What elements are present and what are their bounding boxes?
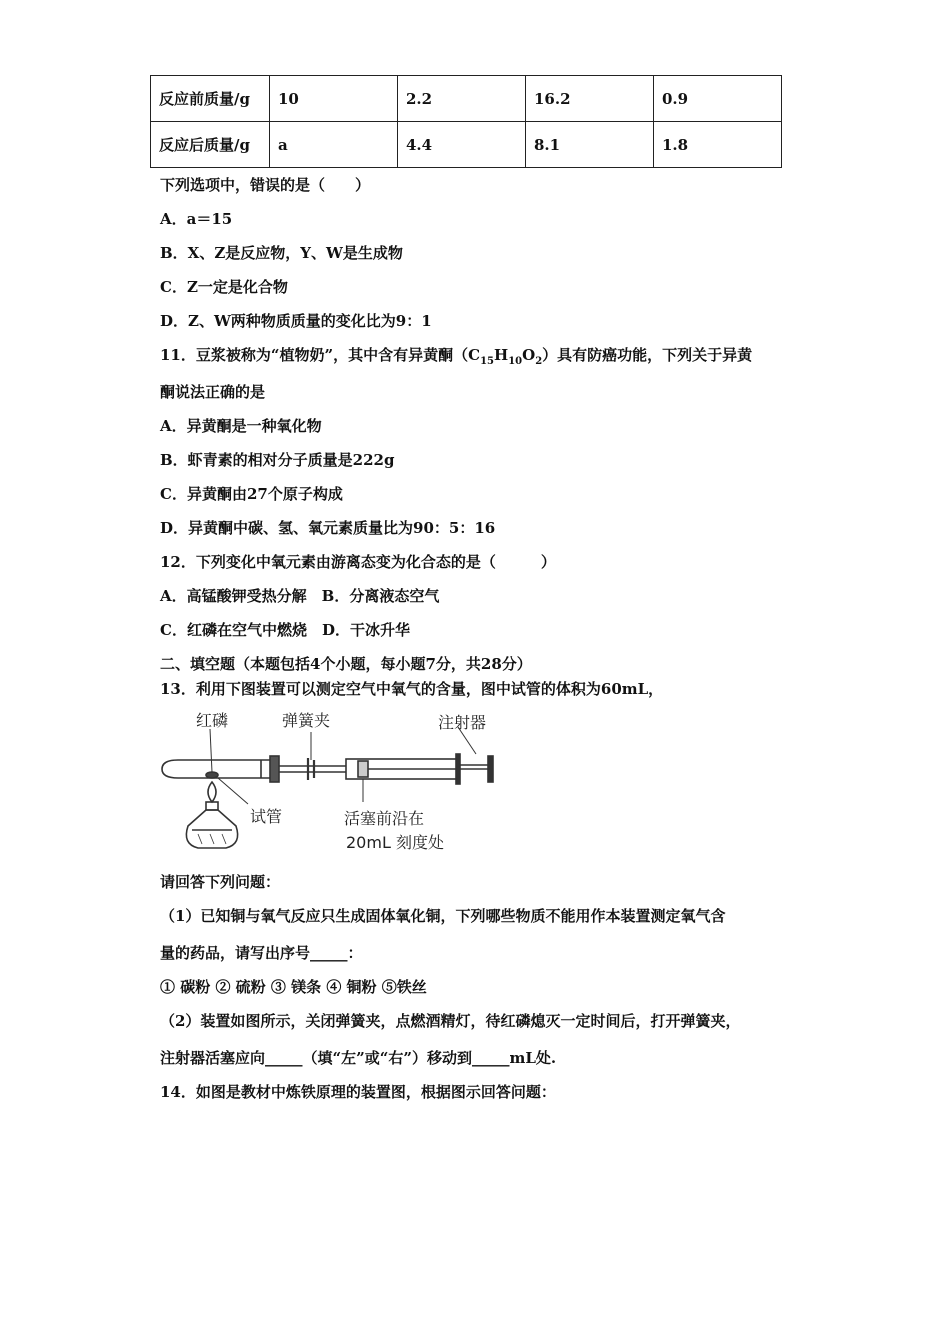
label-test-tube: 试管 — [250, 807, 283, 826]
q11-stem-part1: 11．豆浆被称为“植物奶”，其中含有异黄酮（C — [160, 346, 481, 364]
q11-option-b: B．虾青素的相对分子质量是222g — [160, 451, 395, 469]
section-title: 二、填空题（本题包括4个小题，每小题7分，共28分） — [160, 655, 532, 673]
q13-choices: ① 碳粉 ② 硫粉 ③ 镁条 ④ 铜粉 ⑤铁丝 — [160, 978, 427, 996]
table-cell: 1.8 — [654, 122, 782, 168]
label-red-phosphorus: 红磷 — [196, 711, 229, 730]
label-spring-clamp: 弹簧夹 — [282, 711, 331, 730]
table-row — [151, 122, 782, 168]
label-piston-line2: 20mL 刻度处 — [346, 833, 444, 852]
label-piston-line1: 活塞前沿在 — [344, 809, 425, 828]
q13-part2-line1: （2）装置如图所示，关闭弹簧夹，点燃酒精灯，待红磷熄灭一定时间后，打开弹簧夹， — [160, 1012, 741, 1030]
table-cell: 10 — [270, 76, 398, 122]
mass-data-table — [150, 75, 782, 168]
q13-part1-line2: 量的药品，请写出序号_____： — [160, 944, 363, 962]
label-syringe: 注射器 — [438, 713, 487, 732]
apparatus-figure — [158, 706, 498, 858]
q11-option-d: D．异黄酮中碳、氢、氧元素质量比为90：5：16 — [160, 519, 496, 537]
q13-stem: 13．利用下图装置可以测定空气中氧气的含量，图中试管的体积为60mL， — [160, 680, 664, 698]
red-phosphorus-icon — [206, 729, 218, 778]
q10-option-a: A．a＝15 — [160, 210, 233, 228]
table-cell: 16.2 — [526, 76, 654, 122]
q11-o: O — [522, 346, 536, 364]
q13-prompt: 请回答下列问题： — [160, 873, 281, 891]
q10-option-b: B．X、Z是反应物，Y、W是生成物 — [160, 244, 403, 262]
q11-sub-o: 2 — [535, 356, 543, 367]
q10-option-d: D．Z、W两种物质质量的变化比为9：1 — [160, 312, 432, 330]
q11-h: H — [494, 346, 509, 364]
q12-options-line2: C．红磷在空气中燃烧 D．干冰升华 — [160, 621, 410, 639]
test-tube-icon — [162, 756, 279, 782]
row-label-after: 反应后质量/g — [151, 122, 270, 168]
q11-sub-c: 15 — [480, 356, 494, 367]
table-cell: 4.4 — [398, 122, 526, 168]
q12-stem: 12．下列变化中氧元素由游离态变为化合态的是（ ） — [160, 553, 556, 571]
q14-stem: 14．如图是教材中炼铁原理的装置图，根据图示回答问题： — [160, 1083, 556, 1101]
table-cell: 8.1 — [526, 122, 654, 168]
q11-option-a: A．异黄酮是一种氧化物 — [160, 417, 322, 435]
q11-stem — [160, 344, 752, 367]
table-cell: a — [270, 122, 398, 168]
q13-part1-line1: （1）已知铜与氧气反应只生成固体氧化铜，下列哪些物质不能用作本装置测定氧气含 — [160, 907, 726, 925]
q13-part2-line2: 注射器活塞应向_____（填“左”或“右”）移动到_____mL处. — [160, 1049, 557, 1067]
q11-stem-part2: ）具有防癌功能，下列关于异黄 — [542, 346, 753, 364]
q12-options-line1: A．高锰酸钾受热分解 B．分离液态空气 — [160, 587, 440, 605]
q10-option-c: C．Z一定是化合物 — [160, 278, 288, 296]
q11-stem-line2: 酮说法正确的是 — [160, 383, 266, 401]
table-row — [151, 76, 782, 122]
table-cell: 2.2 — [398, 76, 526, 122]
spring-clamp-icon — [279, 732, 346, 780]
q11-sub-h: 10 — [508, 356, 523, 367]
syringe-icon — [346, 727, 493, 802]
q11-option-c: C．异黄酮由27个原子构成 — [160, 485, 343, 503]
alcohol-lamp-icon — [186, 778, 248, 848]
table-cell: 0.9 — [654, 76, 782, 122]
row-label-before: 反应前质量/g — [151, 76, 270, 122]
q10-stem: 下列选项中，错误的是（ ） — [160, 176, 371, 194]
